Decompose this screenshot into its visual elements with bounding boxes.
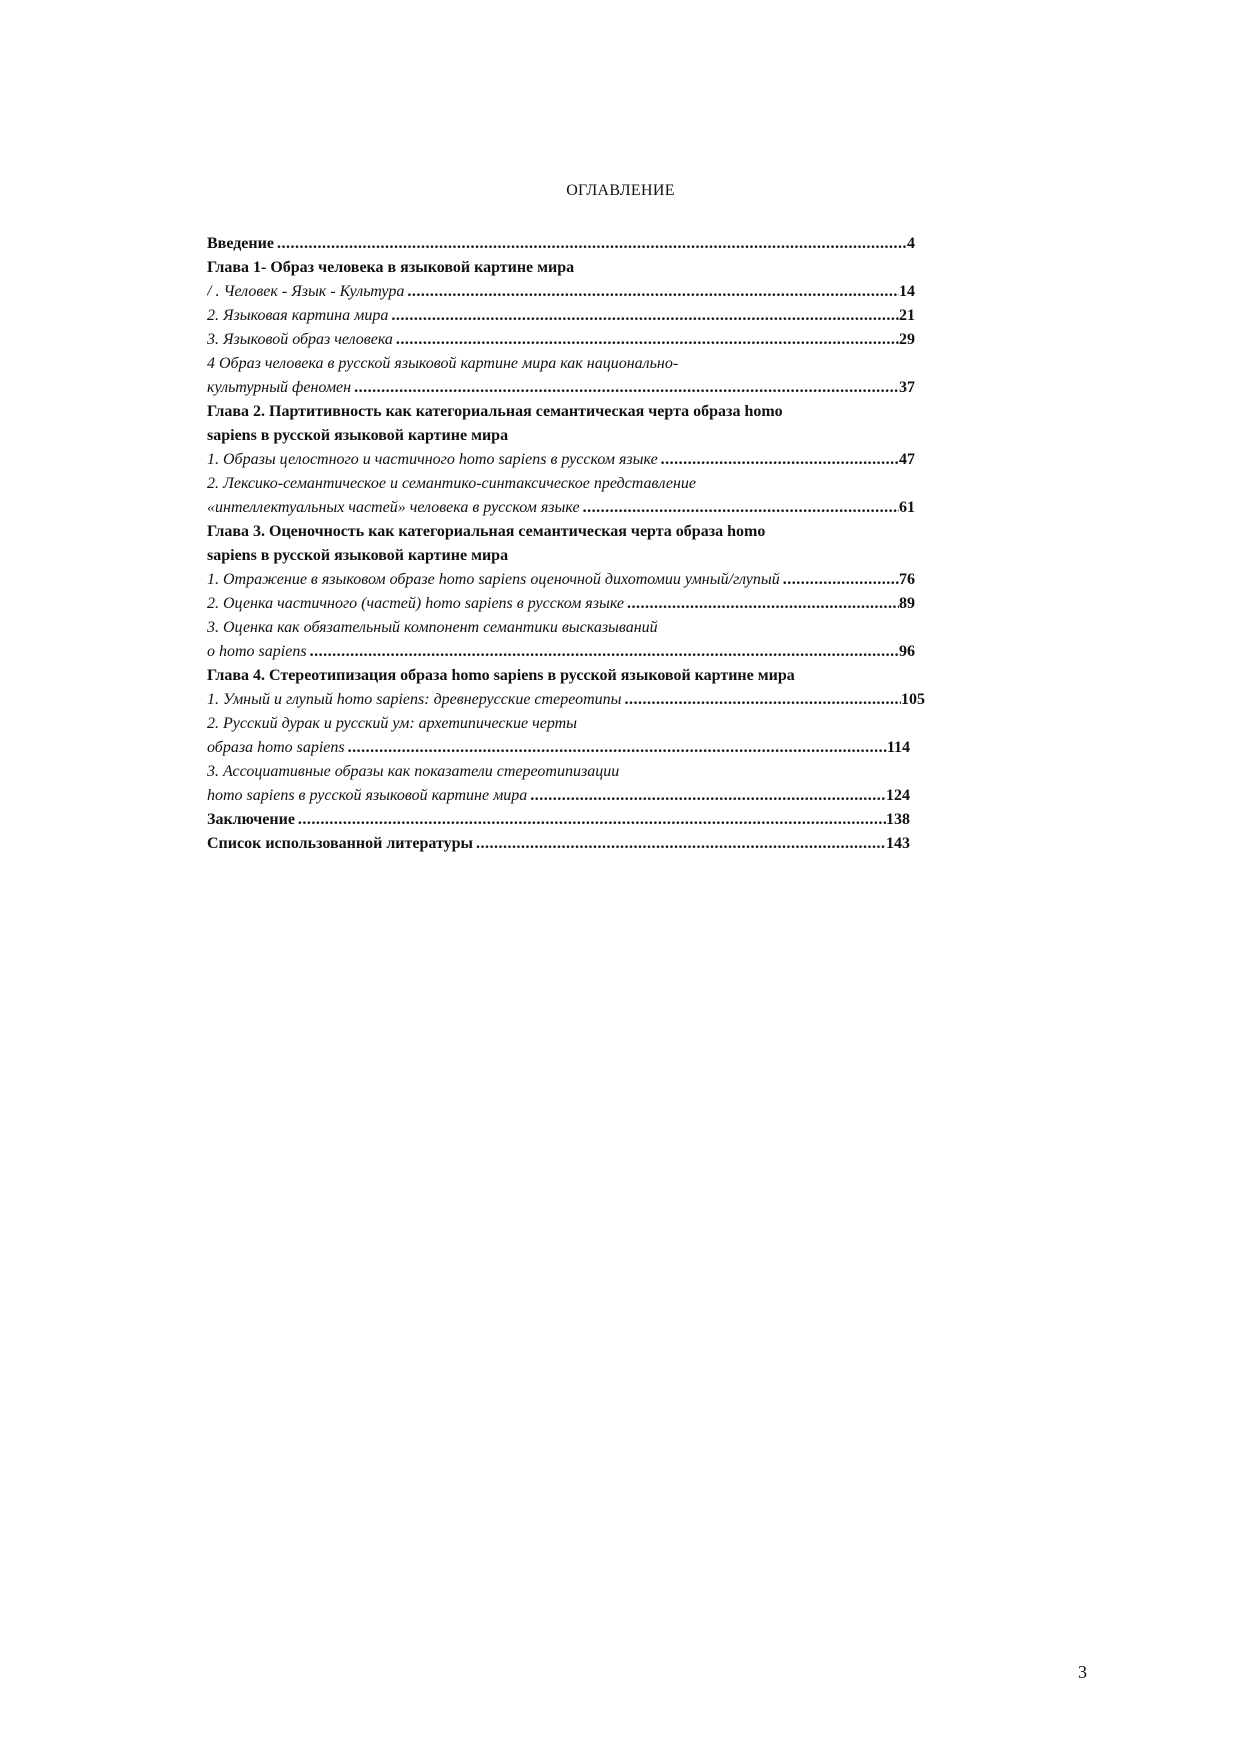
- toc-entry-title: 1. Умный и глупый homo sapiens: древнерусские стереотипы: [207, 691, 622, 708]
- toc-entry-title: 2. Языковая картина мира: [207, 307, 389, 324]
- toc-entry: [207, 232, 915, 256]
- toc-entry-title: о homo sapiens: [207, 643, 307, 660]
- toc-page-number: 96: [899, 643, 915, 660]
- page-title: ОГЛАВЛЕНИЕ: [566, 182, 675, 199]
- toc-entry: [207, 784, 910, 808]
- toc-page-number: 76: [899, 571, 915, 588]
- table-of-contents: [207, 232, 927, 856]
- toc-entry: [207, 280, 915, 304]
- toc-heading-line: [207, 472, 927, 496]
- toc-entry-title: Глава 1- Образ человека в языковой картине мира: [207, 259, 575, 276]
- toc-entry-title: 2. Оценка частичного (частей) homo sapiens в русском языке: [207, 595, 624, 612]
- toc-page-number: 37: [899, 379, 915, 396]
- toc-heading-line: [207, 352, 927, 376]
- toc-entry-title: sapiens в русской языковой картине мира: [207, 427, 509, 444]
- toc-heading-line: [207, 400, 927, 424]
- toc-entry: [207, 448, 915, 472]
- toc-entry: [207, 688, 925, 712]
- dot-leader: [527, 784, 886, 808]
- dot-leader: [580, 496, 899, 520]
- toc-entry-title: Глава 4. Стереотипизация образа homo sapiens в русской языковой картине мира: [207, 667, 795, 684]
- toc-entry-title: 4 Образ человека в русской языковой картине мира как национально-: [207, 355, 679, 372]
- toc-page-number: 89: [899, 595, 915, 612]
- toc-heading-line: [207, 760, 927, 784]
- dot-leader: [388, 304, 899, 328]
- toc-heading-line: [207, 424, 927, 448]
- toc-entry: [207, 496, 915, 520]
- toc-entry-title: Введение: [207, 235, 274, 252]
- toc-entry: [207, 736, 910, 760]
- dot-leader: [780, 568, 899, 592]
- toc-entry-title: 1. Образы целостного и частичного homo sapiens в русском языке: [207, 451, 658, 468]
- toc-heading-line: [207, 664, 927, 688]
- toc-entry-title: 3. Оценка как обязательный компонент семантики высказываний: [207, 619, 658, 636]
- dot-leader: [351, 376, 899, 400]
- toc-entry: [207, 808, 910, 832]
- toc-page-number: 105: [901, 691, 925, 708]
- toc-entry: [207, 832, 910, 856]
- toc-page-number: 21: [899, 307, 915, 324]
- dot-leader: [393, 328, 899, 352]
- dot-leader: [307, 640, 899, 664]
- toc-page-number: 114: [886, 739, 910, 756]
- toc-heading-line: [207, 712, 927, 736]
- toc-entry: [207, 304, 915, 328]
- page-number: 3: [1078, 1662, 1087, 1682]
- toc-heading-line: [207, 616, 927, 640]
- toc-entry-title: Глава 3. Оценочность как категориальная семантическая черта образа homo: [207, 523, 766, 540]
- toc-heading-line: [207, 520, 927, 544]
- dot-leader: [473, 832, 886, 856]
- toc-page-number: 61: [899, 499, 915, 516]
- toc-page-number: 4: [907, 235, 915, 252]
- dot-leader: [345, 736, 887, 760]
- toc-entry-title: 2. Лексико-семантическое и семантико-синтаксическое представление: [207, 475, 696, 492]
- toc-entry: [207, 640, 915, 664]
- toc-page-number: 143: [886, 835, 910, 852]
- toc-entry-title: Список использованной литературы: [207, 835, 473, 852]
- toc-page-number: 138: [886, 811, 910, 828]
- dot-leader: [404, 280, 899, 304]
- toc-entry: [207, 376, 915, 400]
- toc-entry-title: / . Человек - Язык - Культура: [207, 283, 405, 300]
- toc-entry: [207, 328, 915, 352]
- toc-entry-title: культурный феномен: [207, 379, 352, 396]
- toc-entry-title: 3. Ассоциативные образы как показатели стереотипизации: [207, 763, 620, 780]
- toc-page-number: 124: [886, 787, 910, 804]
- dot-leader: [295, 808, 886, 832]
- dot-leader: [658, 448, 899, 472]
- toc-entry: [207, 568, 915, 592]
- toc-entry-title: homo sapiens в русской языковой картине мира: [207, 787, 528, 804]
- toc-entry-title: Заключение: [207, 811, 295, 828]
- toc-heading-line: [207, 256, 927, 280]
- toc-heading-line: [207, 544, 927, 568]
- toc-entry-title: sapiens в русской языковой картине мира: [207, 547, 509, 564]
- toc-entry-title: 1. Отражение в языковом образе homo sapiens оценочной дихотомии умный/глупый: [207, 571, 780, 588]
- toc-page-number: 47: [899, 451, 915, 468]
- toc-entry-title: «интеллектуальных частей» человека в русском языке: [207, 499, 580, 516]
- toc-page-number: 14: [899, 283, 915, 300]
- toc-entry: [207, 592, 915, 616]
- toc-entry-title: Глава 2. Партитивность как категориальная семантическая черта образа homo: [207, 403, 783, 420]
- toc-page-number: 29: [899, 331, 915, 348]
- dot-leader: [274, 232, 907, 256]
- dot-leader: [621, 688, 901, 712]
- toc-entry-title: образа homo sapiens: [207, 739, 345, 756]
- toc-entry-title: 2. Русский дурак и русский ум: архетипические черты: [207, 715, 577, 732]
- toc-entry-title: 3. Языковой образ человека: [207, 331, 393, 348]
- dot-leader: [624, 592, 899, 616]
